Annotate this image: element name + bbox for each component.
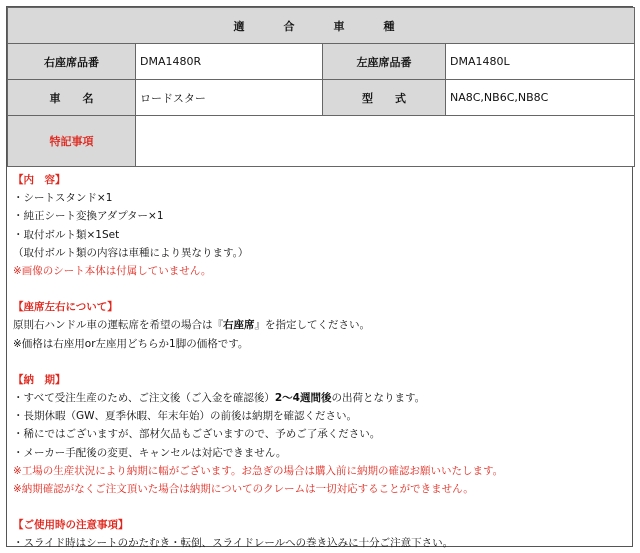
caution-heading: 【ご使用時の注意事項】 xyxy=(13,519,129,532)
left-seat-label: 左座席品番 xyxy=(323,44,446,80)
caution-line-1: ・スライド時はシートのかたむき・転倒、スライドレールへの巻き込みに十分ご注意下さい。 xyxy=(13,537,454,550)
side-heading: 【座席左右について】 xyxy=(13,301,118,314)
description-body xyxy=(7,167,632,553)
contents-item: ・純正シート変換アダプター×1 xyxy=(13,210,164,223)
sheet-title: 適 合 車 種 xyxy=(8,8,635,44)
contents-item: ・取付ボルト類×1Set xyxy=(13,228,120,241)
delivery-line-1: ・すべて受注生産のため、ご注文後（ご入金を確認後）2～4週間後の出荷となります。 xyxy=(13,392,426,405)
delivery-line-4: ・メーカー手配後の変更、キャンセルは対応できません。 xyxy=(13,446,287,459)
delivery-warning-1: ※工場の生産状況により納期に幅がございます。お急ぎの場合は購入前に納期の確認お願いいたします。 xyxy=(13,464,504,477)
contents-warning: ※画像のシート本体は付属していません。 xyxy=(13,265,212,278)
side-line-1: 原則右ハンドル車の運転席を希望の場合は『右座席』を指定してください。 xyxy=(13,319,370,332)
left-seat-value: DMA1480L xyxy=(446,44,635,80)
model-label: 型 式 xyxy=(323,80,446,116)
side-line-2: ※価格は右座用or左座用どちらか1脚の価格です。 xyxy=(13,337,249,350)
delivery-line-3: ・稀にではございますが、部材欠品もございますので、予めご了承ください。 xyxy=(13,428,381,441)
delivery-line-2: ・長期休暇（GW、夏季休暇、年末年始）の前後は納期を確認ください。 xyxy=(13,410,358,423)
spec-table xyxy=(7,7,635,167)
right-seat-value: DMA1480R xyxy=(136,44,323,80)
delivery-warning-2: ※納期確認がなくご注文頂いた場合は納期についてのクレームは一切対応することができません。 xyxy=(13,483,474,496)
right-seat-label: 右座席品番 xyxy=(8,44,136,80)
car-label: 車 名 xyxy=(8,80,136,116)
contents-item: （取付ボルト類の内容は車種により異なります。） xyxy=(13,246,249,259)
notes-label: 特記事項 xyxy=(8,116,136,167)
contents-heading: 【内 容】 xyxy=(13,174,66,186)
model-value: NA8C,NB6C,NB8C xyxy=(446,80,635,116)
notes-value xyxy=(136,116,635,167)
spec-sheet xyxy=(6,6,633,550)
contents-item: ・シートスタンド×1 xyxy=(13,192,113,205)
car-value: ロードスター xyxy=(136,80,323,116)
delivery-heading: 【納 期】 xyxy=(13,373,66,386)
